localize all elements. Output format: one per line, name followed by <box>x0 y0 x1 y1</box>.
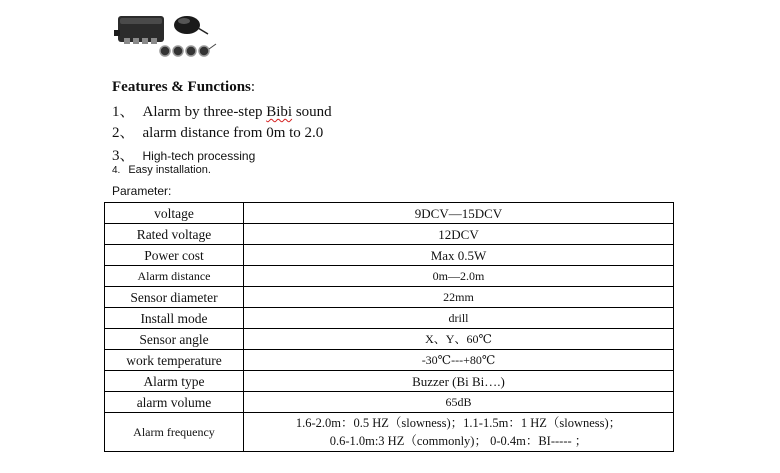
param-name: voltage <box>105 203 244 224</box>
param-name: Alarm frequency <box>105 413 244 452</box>
param-value: -30℃---+80℃ <box>244 350 674 371</box>
param-value: 22mm <box>244 287 674 308</box>
parameter-label: Parameter: <box>112 184 172 198</box>
param-value: 12DCV <box>244 224 674 245</box>
param-name: Alarm distance <box>105 266 244 287</box>
param-name: work temperature <box>105 350 244 371</box>
param-value: 0m—2.0m <box>244 266 674 287</box>
sensor-icon <box>160 44 216 56</box>
spellcheck-mark: Bibi <box>266 104 293 120</box>
freq-line-2: 0.6-1.0m:3 HZ（commonly)； 0-0.4m：BI----- ； <box>329 434 588 448</box>
feature-item-4: 4. Easy installation. <box>112 164 211 176</box>
param-value: X、Y、60℃ <box>244 329 674 350</box>
table-row <box>105 266 674 287</box>
param-name: Rated voltage <box>105 224 244 245</box>
product-image <box>112 10 222 62</box>
table-row <box>105 203 674 224</box>
table-row <box>105 245 674 266</box>
param-value: 9DCV—15DCV <box>244 203 674 224</box>
control-box-icon <box>114 16 164 44</box>
param-value: drill <box>244 308 674 329</box>
param-name: Sensor diameter <box>105 287 244 308</box>
param-name: Power cost <box>105 245 244 266</box>
param-value <box>244 413 674 452</box>
buzzer-icon <box>174 16 208 34</box>
feature-item-2: 2、 alarm distance from 0m to 2.0 <box>112 125 324 141</box>
table-row <box>105 392 674 413</box>
table-row <box>105 308 674 329</box>
param-name: alarm volume <box>105 392 244 413</box>
feature-item-1: 1、 Alarm by three-step Bibi sound <box>112 104 332 120</box>
param-value: 65dB <box>244 392 674 413</box>
table-row <box>105 287 674 308</box>
param-name: Alarm type <box>105 371 244 392</box>
table-row <box>105 371 674 392</box>
param-name: Sensor angle <box>105 329 244 350</box>
table-row <box>105 224 674 245</box>
freq-line-1: 1.6-2.0m：0.5 HZ（slowness)；1.1-1.5m：1 HZ（slowness)； <box>295 416 622 430</box>
parameter-table <box>104 202 674 452</box>
table-row <box>105 350 674 371</box>
param-name: Install mode <box>105 308 244 329</box>
param-value: Max 0.5W <box>244 245 674 266</box>
table-row <box>105 413 674 452</box>
features-heading: Features & Functions: <box>112 79 256 95</box>
feature-item-3: 3、 High-tech processing <box>112 148 256 164</box>
param-value: Buzzer (Bi Bi….) <box>244 371 674 392</box>
table-row <box>105 329 674 350</box>
